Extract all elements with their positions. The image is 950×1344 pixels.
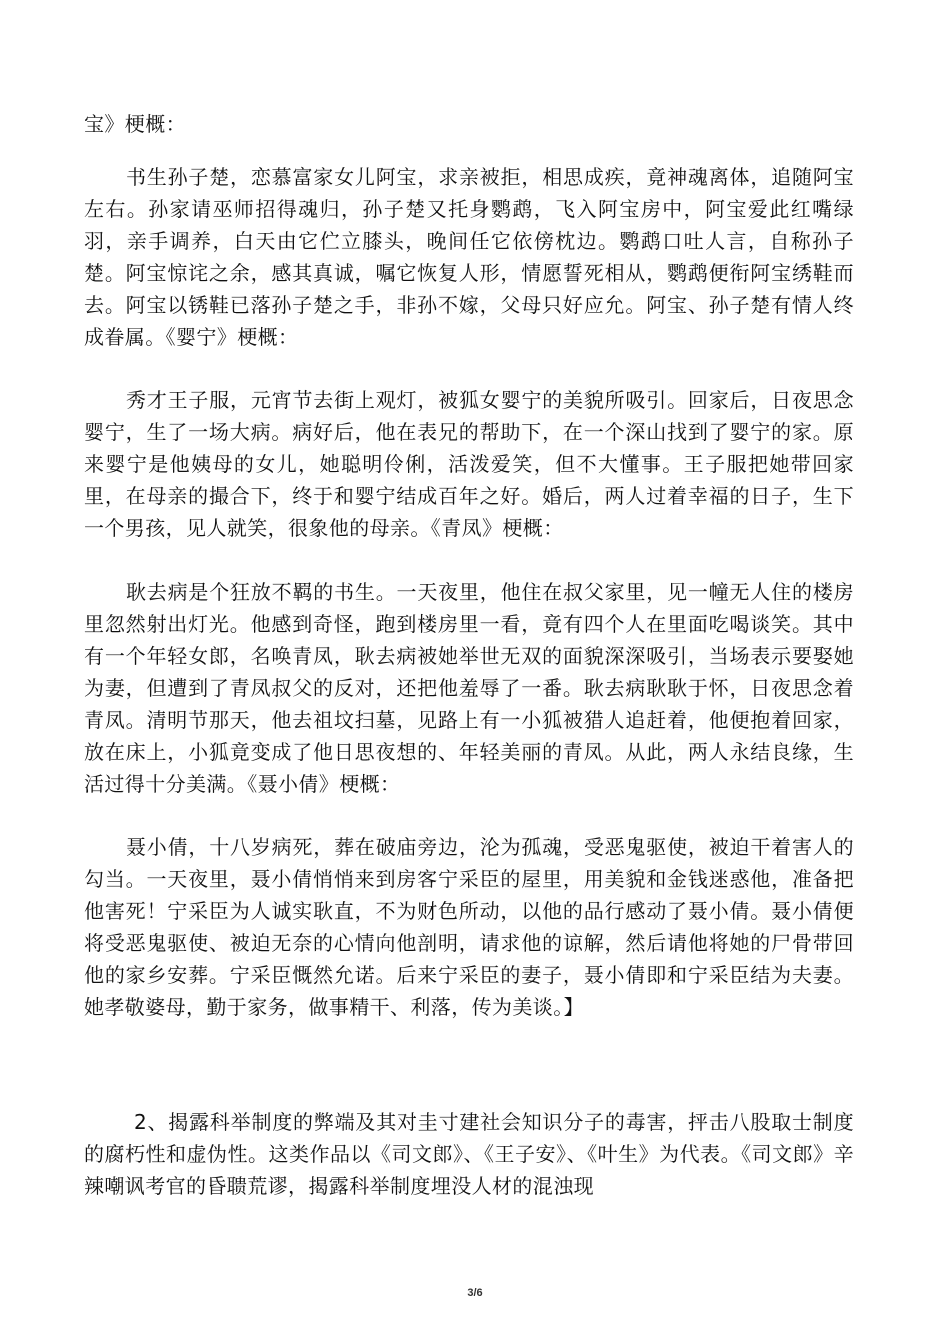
paragraph-abao-synopsis: 书生孙子楚，恋慕富家女儿阿宝，求亲被拒，相思成疾，竟神魂离体，追随阿宝左右。孙家请巫师招得魂归，孙子楚又托身鹦鹉，飞入阿宝房中，阿宝爱此红嘴绿羽，亲手调养，白天由它伫立膝头，晚间任它依傍枕边。鹦鹉口吐人言，自称孙子楚。阿宝惊诧之余，感其真诚，嘱它恢复人形，情愿誓死相从，鹦鹉便衔阿宝绣鞋而去。阿宝以锈鞋已落孙子楚之手，非孙不嫁，父母只好应允。阿宝、孙子楚有情人终成眷属。《婴宁》梗概：	[84, 165, 854, 349]
paragraph-qingfeng-synopsis: 耿去病是个狂放不羁的书生。一天夜里，他住在叔父家里，见一幢无人住的楼房里忽然射出灯光。他感到奇怪，跑到楼房里一看，竟有四个人在里面吃喝谈笑。其中有一个年轻女郎，名唤青凤，耿去病被她举世无双的面貌深深吸引，当场表示要娶她为妻，但遭到了青凤叔父的反对，还把他羞辱了一番。耿去病耿耿于怀，日夜思念着青凤。清明节那天，他去祖坟扫墓，见路上有一小狐被猎人追赶着，他便抱着回家，放在床上，小狐竟变成了他日思夜想的、年轻美丽的青凤。从此，两人永结良缘，生活过得十分美满。《聂小倩》梗概：	[84, 580, 854, 796]
paragraph-title-fragment: 宝》梗概：	[84, 112, 186, 136]
paragraph-yingning-synopsis: 秀才王子服，元宵节去街上观灯，被狐女婴宁的美貌所吸引。回家后，日夜思念婴宁，生了一场大病。病好后，他在表兄的帮助下，在一个深山找到了婴宁的家。原来婴宁是他姨母的女儿，她聪明伶俐，活泼爱笑，但不大懂事。王子服把她带回家里，在母亲的撮合下，终于和婴宁结成百年之好。婚后，两人过着幸福的日子，生下一个男孩，见人就笑，很象他的母亲。《青凤》梗概：	[84, 388, 854, 540]
paragraph-imperial-exam-critique: 2、揭露科举制度的弊端及其对圭寸建社会知识分子的毒害，抨击八股取士制度的腐朽性和虚伪性。这类作品以《司文郎》、《王子安》、《叶生》为代表。《司文郎》辛辣嘲讽考官的昏聩荒谬，揭露科举制度埋没人材的混浊现	[84, 1110, 854, 1198]
paragraph-nie-xiaoqian-synopsis: 聂小倩，十八岁病死，葬在破庙旁边，沦为孤魂，受恶鬼驱使，被迫干着害人的勾当。一天夜里，聂小倩悄悄来到房客宁采臣的屋里，用美貌和金钱迷惑他，准备把他害死！宁采臣为人诚实耿直，不为财色所动，以他的品行感动了聂小倩。聂小倩便将受恶鬼驱使、被迫无奈的心情向他剖明，请求他的谅解，然后请他将她的尸骨带回他的家乡安葬。宁采臣慨然允诺。后来宁采臣的妻子，聂小倩即和宁采臣结为夫妻。她孝敬婆母，勤于家务，做事精干、利落，传为美谈。】	[84, 835, 854, 1019]
page-number: 3/6	[467, 1287, 483, 1299]
